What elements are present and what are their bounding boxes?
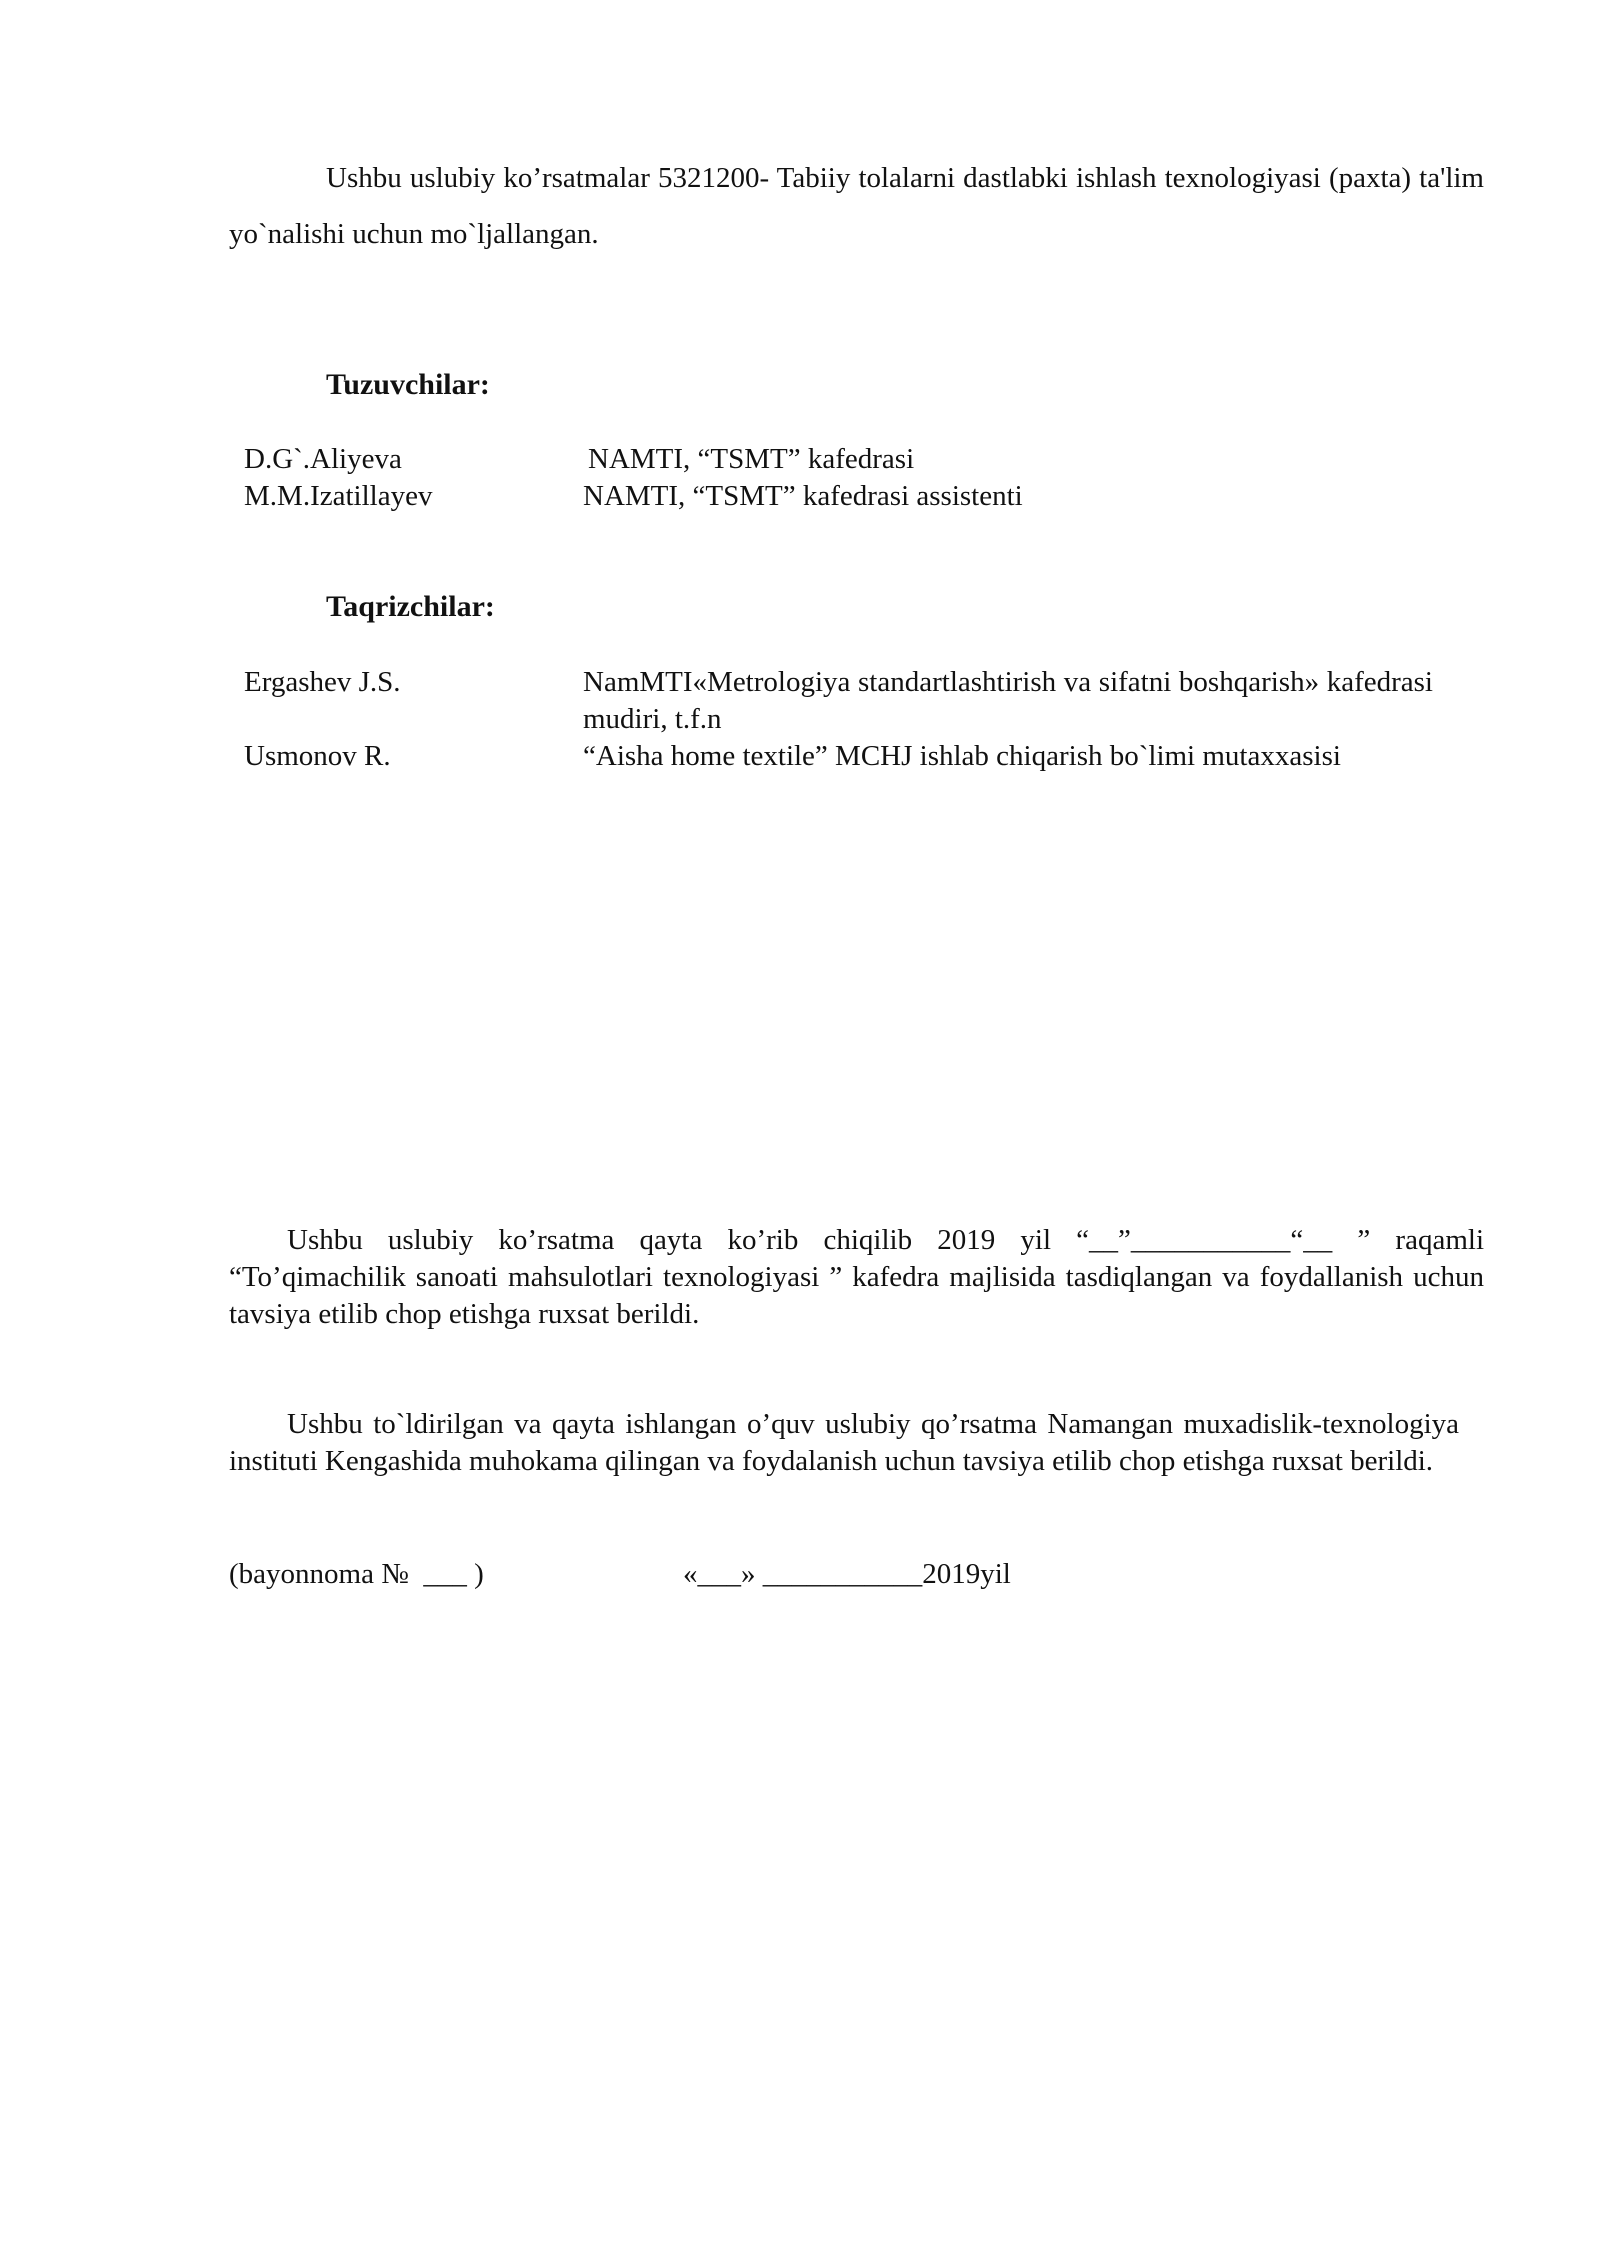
author-role: NAMTI, “TSMT” kafedrasi assistenti	[583, 480, 1023, 512]
reviewers-heading: Taqrizchilar:	[326, 590, 495, 623]
approval-paragraph: Ushbu uslubiy ko’rsatma qayta ko’rib chiqilib 2019 yil “__”___________“__ ” raqamli “To’qimachilik sanoati mahsulotlari texnologiyasi ” kafedra majlisida tasdiqlangan va foydallanish uchun tavsiya etilib chop etishga ruxsat berildi.	[229, 1224, 1484, 1330]
intro-paragraph: Ushbu uslubiy ko’rsatmalar 5321200- Tabiiy tolalarni dastlabki ishlash texnologiyasi (paxta) ta'lim yo`nalishi uchun mo`ljallangan.	[229, 162, 1484, 250]
protocol-date: «___» ___________2019yil	[683, 1558, 1011, 1590]
reviewer-name: Usmonov R.	[244, 740, 391, 772]
council-paragraph: Ushbu to`ldirilgan va qayta ishlangan o’quv uslubiy qo’rsatma Namangan muxadislik-texnologiya instituti Kengashida muhokama qilingan va foydalanish uchun tavsiya etilib chop etishga ruxsat berildi.	[229, 1408, 1459, 1477]
reviewer-name: Ergashev J.S.	[244, 666, 401, 698]
reviewer-role: “Aisha home textile” MCHJ ishlab chiqarish bo`limi mutaxxasisi	[583, 740, 1341, 772]
author-name: M.M.Izatillayev	[244, 480, 433, 512]
authors-heading: Tuzuvchilar:	[326, 368, 490, 401]
protocol-number: (bayonnoma № ___ )	[229, 1558, 484, 1590]
reviewer-role: NamMTI«Metrologiya standartlashtirish va sifatni boshqarish» kafedrasi mudiri, t.f.n	[583, 666, 1433, 735]
author-role: NAMTI, “TSMT” kafedrasi	[588, 443, 915, 475]
author-name: D.G`.Aliyeva	[244, 443, 402, 475]
